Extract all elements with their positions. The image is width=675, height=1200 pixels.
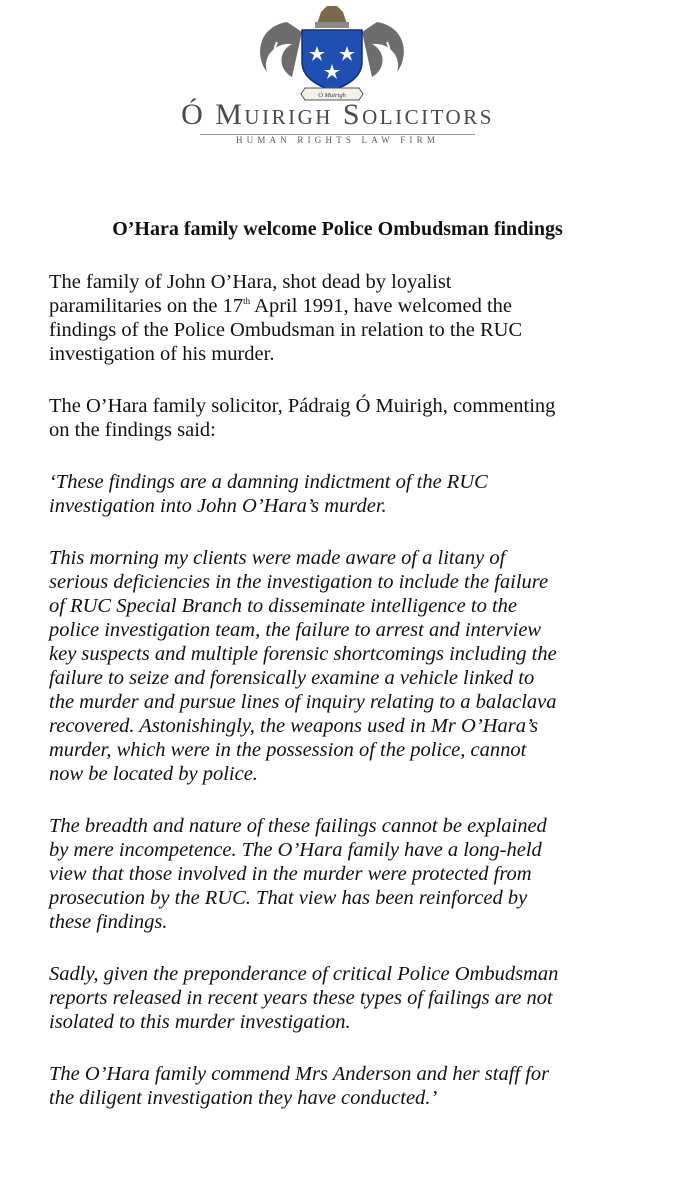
quote-paragraph: The breadth and nature of these failings cannot be explained by mere incompetence. The O’Hara family have a long-held view that those involved in the murder were protected from prosecution by the RUC. That view has been reinforced by these findings. [49, 815, 547, 933]
press-release-title: O’Hara family welcome Police Ombudsman findings [112, 218, 563, 240]
quote-paragraph: The O’Hara family commend Mrs Anderson and her staff for the diligent investigation they have conducted.’ [49, 1063, 550, 1109]
firm-name: Ó Muirigh Solicitors [181, 98, 494, 131]
intro-paragraph: The family of John O’Hara, shot dead by loyalist paramilitaries on the 17th April 1991, have welcomed the findings of the Police Ombudsman in relation to the RUC investigation of his murder. [49, 271, 523, 365]
press-release-body [49, 270, 669, 1138]
motto-text: Ó Muirigh [318, 92, 346, 99]
quote-paragraph: ‘These findings are a damning indictment of the RUC investigation into John O’Hara’s murder. [49, 471, 488, 517]
coat-of-arms-logo [247, 2, 417, 102]
attribution-paragraph: The O’Hara family solicitor, Pádraig Ó Muirigh, commenting on the findings said: [49, 395, 556, 441]
ordinal-suffix: th [243, 296, 251, 306]
firm-tagline: HUMAN RIGHTS LAW FIRM [235, 135, 440, 145]
quote-paragraph: This morning my clients were made aware of a litany of serious deficiencies in the investigation to include the failure of RUC Special Branch to disseminate intelligence to the police investigation team, the failure to arrest and interview key suspects and multiple forensic shortcomings including the failure to seize and forensically examine a vehicle linked to the murder and pursue lines of inquiry relating to a balaclava recovered. Astonishingly, the weapons used in Mr O’Hara’s murder, which were in the possession of the police, cannot now be located by police. [49, 547, 557, 785]
quote-paragraph: Sadly, given the preponderance of critical Police Ombudsman reports released in recent years these types of failings are not isolated to this murder investigation. [49, 963, 559, 1033]
